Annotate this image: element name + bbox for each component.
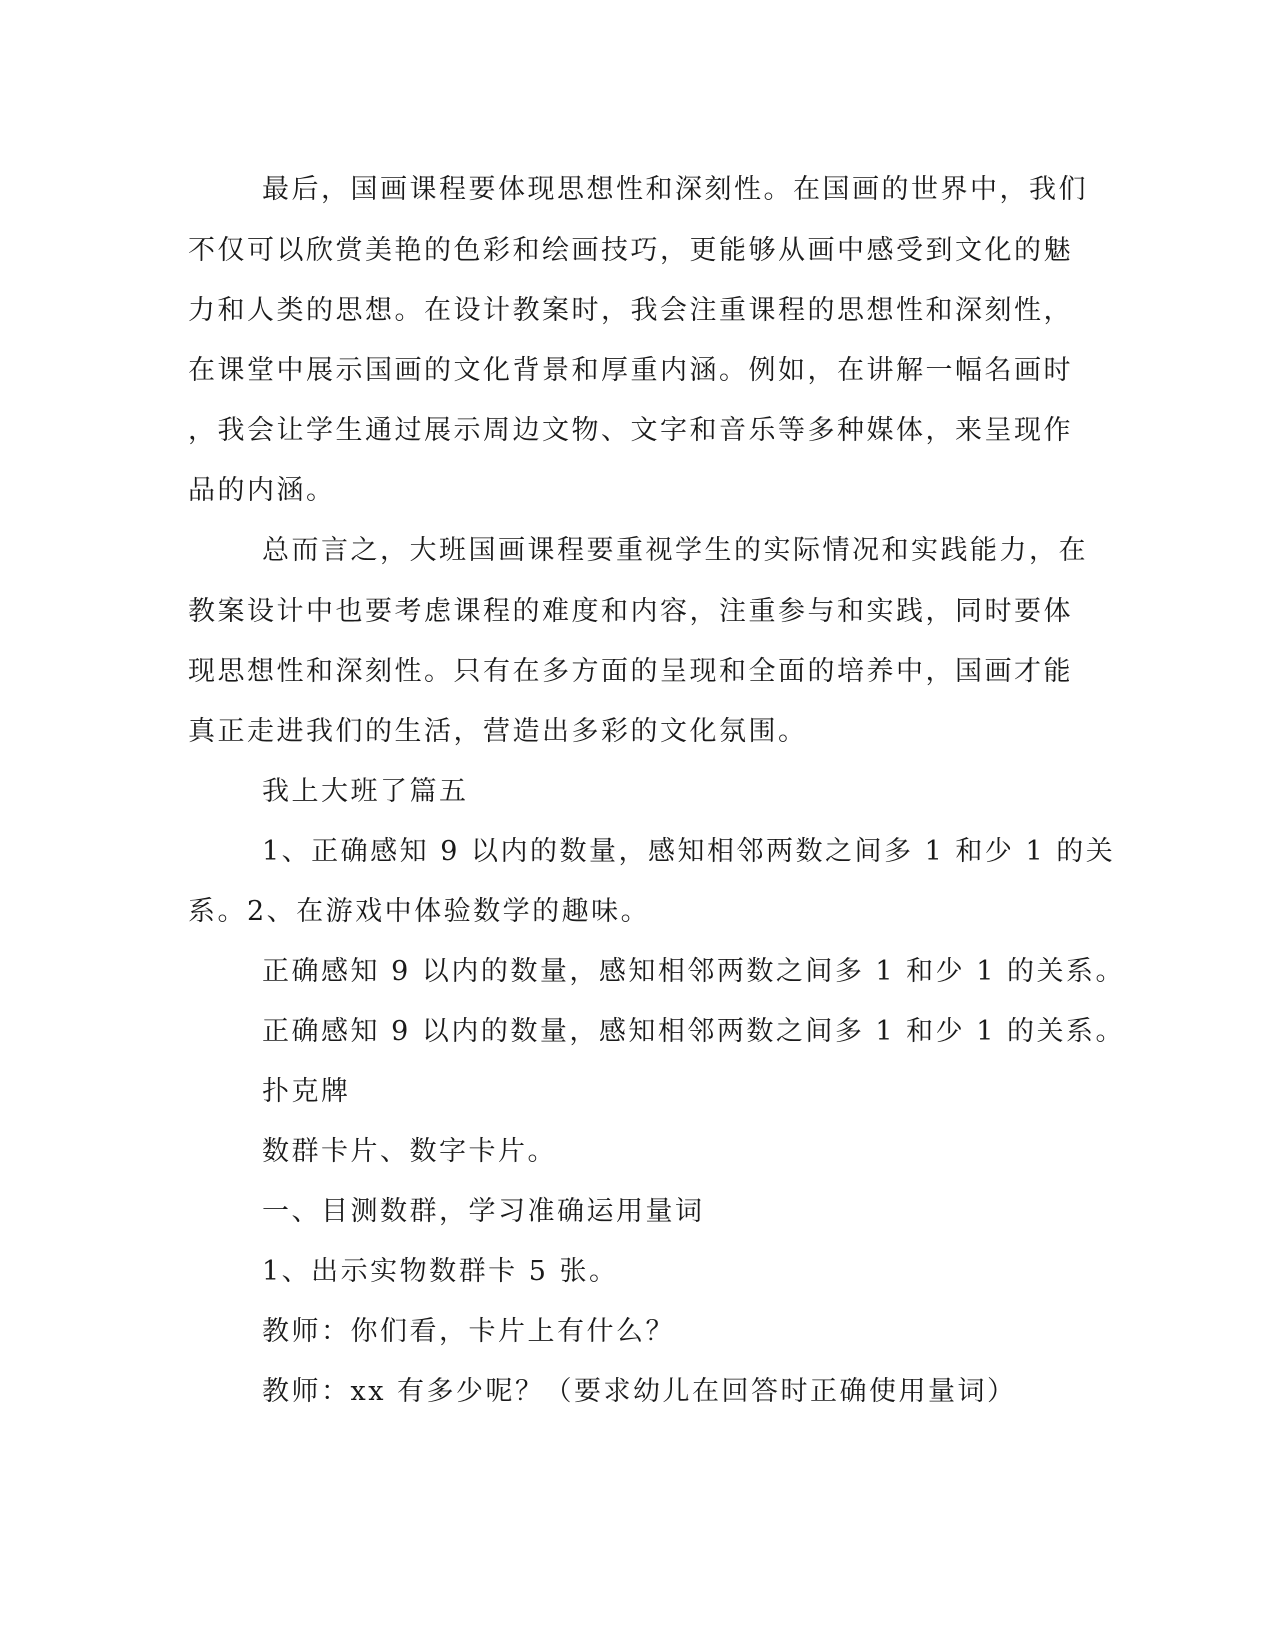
paragraph-line: 1、出示实物数群卡 5 张。 [262,1256,619,1287]
paragraph-line: 扑克牌 [262,1076,351,1107]
paragraph-line: 现思想性和深刻性。只有在多方面的呈现和全面的培养中，国画才能 [188,656,1073,687]
paragraph-line: 系。2、在游戏中体验数学的趣味。 [188,896,651,927]
paragraph-line: 真正走进我们的生活，营造出多彩的文化氛围。 [188,716,808,747]
paragraph-line: 总而言之，大班国画课程要重视学生的实际情况和实践能力，在 [262,535,1088,566]
paragraph-line: 教案设计中也要考虑课程的难度和内容，注重参与和实践，同时要体 [188,596,1073,627]
paragraph-line: 品的内涵。 [188,475,336,506]
paragraph-line: 最后，国画课程要体现思想性和深刻性。在国画的世界中，我们 [262,174,1088,205]
paragraph-line: 1、正确感知 9 以内的数量，感知相邻两数之间多 1 和少 1 的关 [262,836,1116,867]
paragraph-line: 一、目测数群，学习准确运用量词 [262,1196,705,1227]
paragraph-line: 正确感知 9 以内的数量，感知相邻两数之间多 1 和少 1 的关系。 [262,956,1126,987]
paragraph-line: 教师：你们看，卡片上有什么？ [262,1316,675,1347]
paragraph-line: ，我会让学生通过展示周边文物、文字和音乐等多种媒体，来呈现作 [188,415,1073,446]
paragraph-line: 正确感知 9 以内的数量，感知相邻两数之间多 1 和少 1 的关系。 [262,1016,1126,1047]
section-heading: 我上大班了篇五 [262,776,469,807]
paragraph-line: 在课堂中展示国画的文化背景和厚重内涵。例如，在讲解一幅名画时 [188,355,1073,386]
paragraph-line: 教师：xx 有多少呢？（要求幼儿在回答时正确使用量词） [262,1376,1017,1407]
paragraph-line: 不仅可以欣赏美艳的色彩和绘画技巧，更能够从画中感受到文化的魅 [188,235,1073,266]
paragraph-line: 数群卡片、数字卡片。 [262,1136,557,1167]
paragraph-line: 力和人类的思想。在设计教案时，我会注重课程的思想性和深刻性， [188,295,1073,326]
